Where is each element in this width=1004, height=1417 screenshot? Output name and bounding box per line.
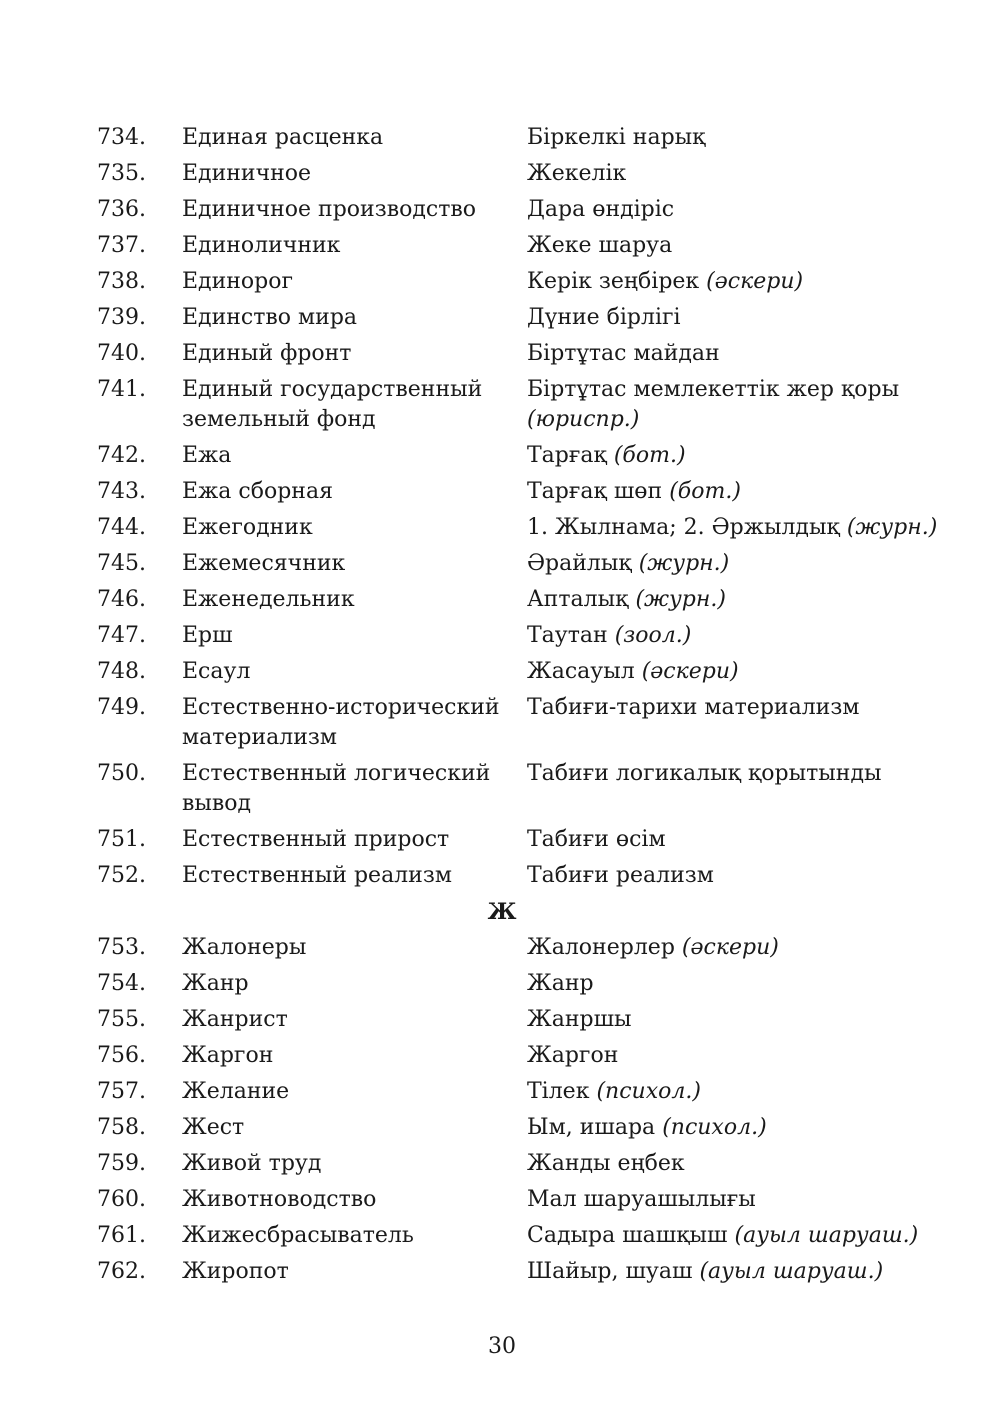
entry-kazakh-term <box>527 1077 967 1107</box>
entry-kazakh-text: Табиғи реализм <box>527 863 714 888</box>
entry-number: 737. <box>97 233 146 258</box>
entry-number: 745. <box>97 551 146 576</box>
entry-kazakh-text: Керік зеңбірек <box>527 269 700 294</box>
entry-number: 761. <box>97 1223 146 1248</box>
entry-row <box>0 654 1004 690</box>
entry-russian-term: Естественный реализм <box>182 863 452 888</box>
entry-russian-term: Естественно-исторический материализм <box>182 695 500 750</box>
entry-russian-term: Ежа <box>182 443 232 468</box>
section-letter-heading: Ж <box>487 899 517 925</box>
entry-kazakh-text: Біркелкі нарық <box>527 125 706 150</box>
entry-kazakh-term <box>527 123 967 153</box>
entry-kazakh-text: Апталық <box>527 587 629 612</box>
entry-kazakh-term <box>527 1185 967 1215</box>
entry-kazakh-text: Тарғақ <box>527 443 607 468</box>
entry-domain-note: (әскери) <box>681 935 779 960</box>
entry-russian-term: Живой труд <box>182 1151 322 1176</box>
entry-number: 757. <box>97 1079 146 1104</box>
entry-kazakh-term <box>527 969 967 999</box>
entry-domain-note: (ауыл шаруаш.) <box>734 1223 919 1248</box>
entry-row <box>0 546 1004 582</box>
entry-russian-term: Ерш <box>182 623 233 648</box>
entry-kazakh-term <box>527 759 967 789</box>
entry-russian-term: Жаргон <box>182 1043 274 1068</box>
entry-row <box>0 300 1004 336</box>
entry-russian-term: Жижесбрасыватель <box>182 1223 414 1248</box>
entry-kazakh-term <box>527 1149 967 1179</box>
entry-row <box>0 336 1004 372</box>
entry-kazakh-term <box>527 621 967 651</box>
entry-number: 749. <box>97 695 146 720</box>
entry-domain-note: (психол.) <box>662 1115 767 1140</box>
entry-kazakh-text: Жекелік <box>527 161 627 186</box>
entry-kazakh-term <box>527 693 967 723</box>
entry-kazakh-term <box>527 1041 967 1071</box>
entry-number: 756. <box>97 1043 146 1068</box>
entry-domain-note: (бот.) <box>669 479 741 504</box>
entry-row <box>0 264 1004 300</box>
entry-kazakh-term <box>527 231 967 261</box>
entry-kazakh-text: Тарғақ шөп <box>527 479 663 504</box>
entry-number: 744. <box>97 515 146 540</box>
entry-russian-term: Желание <box>182 1079 290 1104</box>
entry-number: 734. <box>97 125 146 150</box>
entry-kazakh-text: Біртұтас майдан <box>527 341 720 366</box>
entry-kazakh-text: Жанр <box>527 971 594 996</box>
entry-kazakh-text: Біртұтас мемлекеттік жер қоры <box>527 377 900 402</box>
entry-row <box>0 120 1004 156</box>
entry-russian-term: Ежа сборная <box>182 479 333 504</box>
entry-number: 758. <box>97 1115 146 1140</box>
entry-russian-term: Единорог <box>182 269 294 294</box>
entry-kazakh-term <box>527 441 967 471</box>
entry-kazakh-text: Табиғи логикалық қорытынды <box>527 761 882 786</box>
entry-row <box>0 1218 1004 1254</box>
entry-row <box>0 690 1004 756</box>
entry-row <box>0 930 1004 966</box>
entry-russian-term: Естественный прирост <box>182 827 450 852</box>
entry-kazakh-text: Әрайлық <box>527 551 632 576</box>
entry-kazakh-text: Жаргон <box>527 1043 619 1068</box>
entry-row <box>0 582 1004 618</box>
entry-number: 760. <box>97 1187 146 1212</box>
entry-russian-term: Есаул <box>182 659 251 684</box>
entry-kazakh-text: Табиғи-тарихи материализм <box>527 695 860 720</box>
entry-russian-term: Единая расценка <box>182 125 384 150</box>
entry-kazakh-text: Дүние бірлігі <box>527 305 681 330</box>
entry-domain-note: (журн.) <box>635 587 726 612</box>
entry-domain-note: (юриспр.) <box>527 407 640 432</box>
entry-kazakh-term <box>527 375 967 435</box>
entry-number: 736. <box>97 197 146 222</box>
entry-russian-term: Жанр <box>182 971 249 996</box>
entry-kazakh-text: Шайыр, шуаш <box>527 1259 693 1284</box>
entry-russian-term: Ежегодник <box>182 515 313 540</box>
entry-kazakh-term <box>527 825 967 855</box>
entry-kazakh-term <box>527 1113 967 1143</box>
entry-domain-note: (психол.) <box>596 1079 701 1104</box>
entry-kazakh-text: Садыра шашқыш <box>527 1223 728 1248</box>
entry-row <box>0 966 1004 1002</box>
entry-kazakh-text: Жанршы <box>527 1007 632 1032</box>
entry-kazakh-term <box>527 585 967 615</box>
glossary-entries <box>0 120 1004 1290</box>
entry-row <box>0 372 1004 438</box>
entry-number: 739. <box>97 305 146 330</box>
entry-number: 748. <box>97 659 146 684</box>
entry-kazakh-term <box>527 861 967 891</box>
entry-russian-term: Единство мира <box>182 305 358 330</box>
entry-number: 750. <box>97 761 146 786</box>
entry-kazakh-text: Жасауыл <box>527 659 635 684</box>
entry-kazakh-text: Тілек <box>527 1079 590 1104</box>
entry-row <box>0 192 1004 228</box>
entry-kazakh-text: Жеке шаруа <box>527 233 673 258</box>
entry-number: 738. <box>97 269 146 294</box>
entry-number: 741. <box>97 377 146 402</box>
entry-domain-note: (әскери) <box>641 659 739 684</box>
entry-russian-term: Жиропот <box>182 1259 289 1284</box>
entry-kazakh-text: Ым, ишара <box>527 1115 656 1140</box>
entry-row <box>0 228 1004 264</box>
entry-kazakh-term <box>527 1005 967 1035</box>
entry-row <box>0 510 1004 546</box>
entry-russian-term: Жанрист <box>182 1007 288 1032</box>
entry-kazakh-term <box>527 549 967 579</box>
entry-number: 755. <box>97 1007 146 1032</box>
entry-number: 751. <box>97 827 146 852</box>
entry-domain-note: (журн.) <box>638 551 730 576</box>
entry-kazakh-text: Жанды еңбек <box>527 1151 685 1176</box>
entry-row <box>0 822 1004 858</box>
entry-russian-term: Еженедельник <box>182 587 355 612</box>
entry-number: 735. <box>97 161 146 186</box>
entry-kazakh-text: Дара өндіріс <box>527 197 675 222</box>
entry-row <box>0 1254 1004 1290</box>
entry-kazakh-term <box>527 159 967 189</box>
entry-russian-term: Единый фронт <box>182 341 352 366</box>
entry-number: 753. <box>97 935 146 960</box>
entry-domain-note: (зоол.) <box>614 623 692 648</box>
entry-row <box>0 1074 1004 1110</box>
entry-number: 759. <box>97 1151 146 1176</box>
entry-domain-note: (әскери) <box>706 269 804 294</box>
entry-kazakh-term <box>527 303 967 333</box>
entry-kazakh-text: Табиғи өсім <box>527 827 666 852</box>
entry-number: 752. <box>97 863 146 888</box>
entry-number: 740. <box>97 341 146 366</box>
entry-number: 746. <box>97 587 146 612</box>
entry-domain-note: (ауыл шаруаш.) <box>699 1259 884 1284</box>
entry-domain-note: (журн.) <box>846 515 938 540</box>
entry-kazakh-term <box>527 195 967 225</box>
entry-russian-term: Жест <box>182 1115 245 1140</box>
entry-russian-term: Жалонеры <box>182 935 307 960</box>
entry-number: 743. <box>97 479 146 504</box>
entry-kazakh-term <box>527 933 967 963</box>
entry-row <box>0 1182 1004 1218</box>
entry-russian-term: Ежемесячник <box>182 551 346 576</box>
entry-row <box>0 1146 1004 1182</box>
entry-russian-term: Единичное производство <box>182 197 477 222</box>
entry-russian-term: Единичное <box>182 161 312 186</box>
entry-kazakh-term <box>527 339 967 369</box>
entry-kazakh-text: Таутан <box>527 623 608 648</box>
entry-kazakh-term <box>527 513 967 543</box>
entry-kazakh-term <box>527 657 967 687</box>
entry-kazakh-term <box>527 267 967 297</box>
entry-russian-term: Единоличник <box>182 233 341 258</box>
entry-russian-term: Животноводство <box>182 1187 377 1212</box>
entry-russian-term: Единый государственный земельный фонд <box>182 377 483 432</box>
entry-row <box>0 618 1004 654</box>
entry-row <box>0 858 1004 894</box>
entry-kazakh-text: 1. Жылнама; 2. Әржылдық <box>527 515 840 540</box>
entry-row <box>0 156 1004 192</box>
entry-domain-note: (бот.) <box>613 443 686 468</box>
entry-number: 754. <box>97 971 146 996</box>
entry-row <box>0 1110 1004 1146</box>
entries-group-e <box>0 120 1004 894</box>
entry-row <box>0 438 1004 474</box>
page-number: 30 <box>488 1334 516 1359</box>
entry-kazakh-term <box>527 477 967 507</box>
entry-number: 742. <box>97 443 146 468</box>
entry-row <box>0 756 1004 822</box>
entry-number: 762. <box>97 1259 146 1284</box>
entry-number: 747. <box>97 623 146 648</box>
entry-row <box>0 1038 1004 1074</box>
entry-kazakh-text: Жалонерлер <box>527 935 675 960</box>
entry-row <box>0 1002 1004 1038</box>
entry-row <box>0 474 1004 510</box>
entry-kazakh-text: Мал шаруашылығы <box>527 1187 756 1212</box>
entries-group-zh <box>0 930 1004 1290</box>
entry-kazakh-term <box>527 1221 967 1251</box>
entry-kazakh-term <box>527 1257 967 1287</box>
entry-russian-term: Естественный логический вывод <box>182 761 491 816</box>
